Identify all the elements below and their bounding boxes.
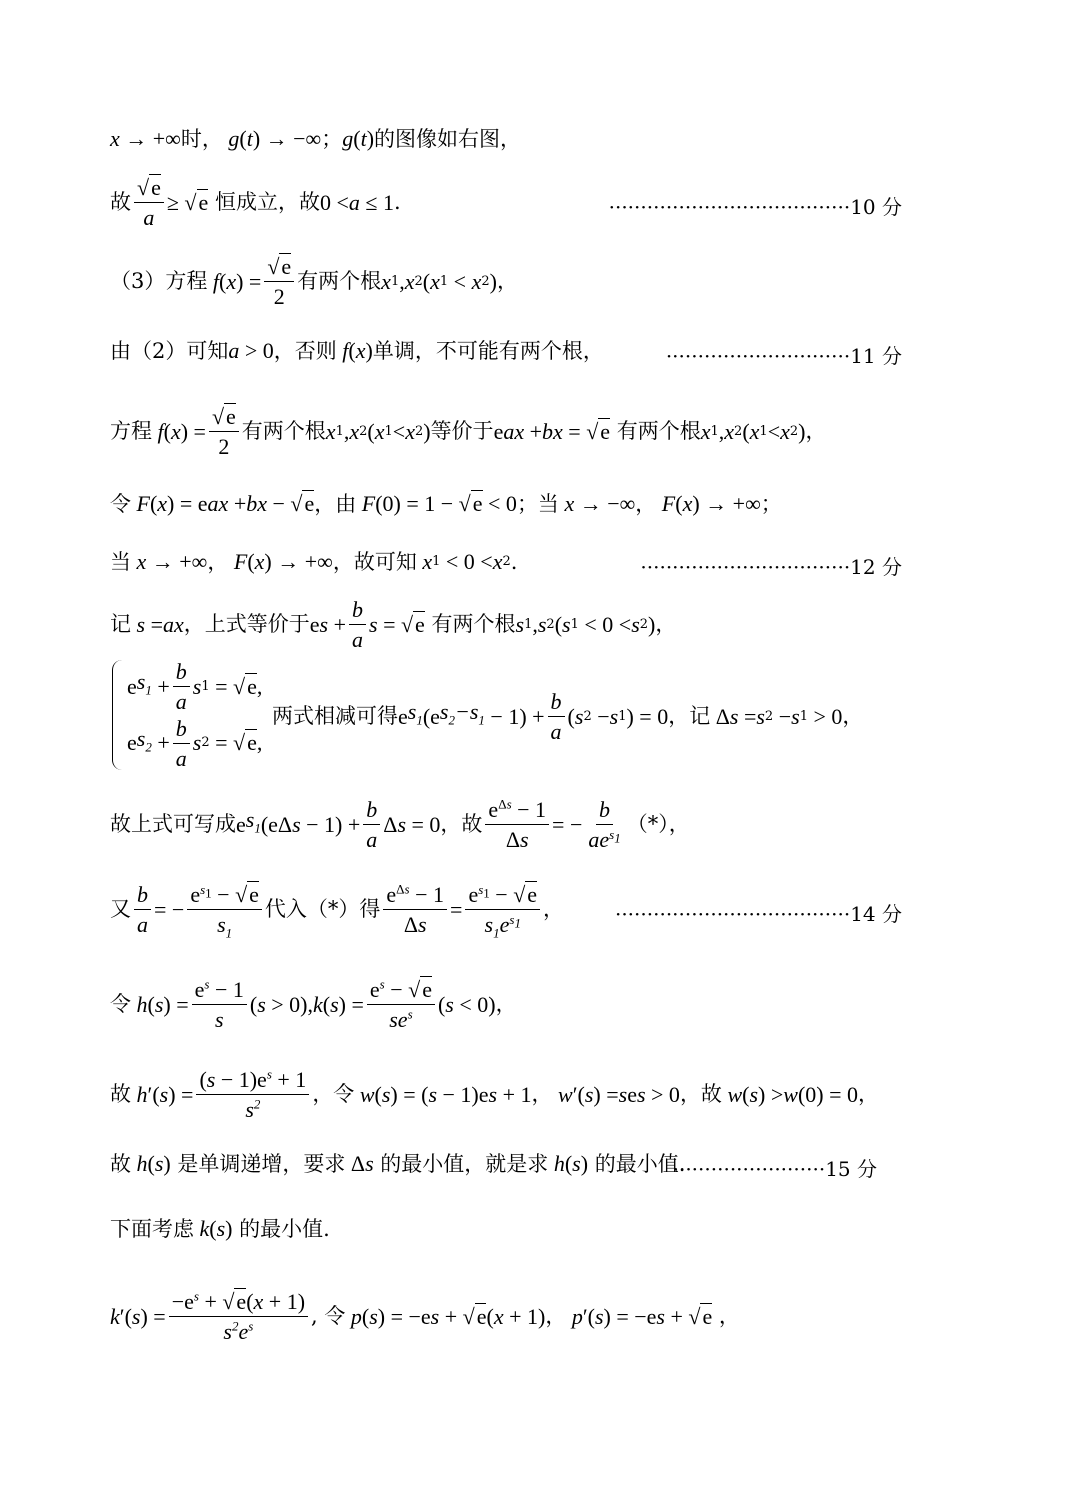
line-9: 两式相减可得 e $s_1$ (e $s_2-s_1$ − 1) + $\frac{b}{a}$ ( s 2 − s 1 ) = 0 ，记 Δ s = s 2 − s 1 > 0 ，	[272, 689, 864, 745]
line-12: 令 h ( s ) = $\frac{e^s - 1}{s}$ ( s > 0), k ( s ) = $\frac{e^s - √e}{se^s}$ ( s < 0) ，	[110, 976, 517, 1033]
score-11: ·····························11 分	[665, 344, 902, 368]
line-7: 当 x → +∞ ， F ( x ) → +∞ ，故可知 x 1 < 0 < x 2 .	[110, 549, 518, 574]
line-10: 故上式可写成 e $s_1$ (e Δs − 1) + $\frac{b}{a}$ Δ s = 0 ，故 $\frac{e^{\Delta s} - 1}{\Delta s}$ = − $\frac{b}{ae^{s_1}}$ （*），	[110, 796, 690, 853]
line-11: 又 $\frac{b}{a}$ = − $\frac{e^{s_1} - √e}{s_1}$ 代入（*）得 $\frac{e^{\Delta s} - 1}{\Delta s}$ = $\frac{e^{s_1} - √e}{s_1e^{s_1}}$ ，	[110, 881, 565, 941]
line-4: 由（2）可知 a > 0 ，否则 f ( x ) 单调，不可能有两个根，	[110, 338, 604, 363]
equation-system	[112, 660, 297, 770]
score-10: ······································10 分	[608, 195, 902, 219]
line-5: 方程 f ( x ) = $\frac{√e}{2}$ 有两个根 x 1 , x 2 ( x 1 < x 2 ) 等价于 e ax + bx = √e 有两个根 x 1 , x 2 ( x 1 < x 2 ) ，	[110, 404, 827, 460]
line-6: 令 F ( x ) = e ax + bx − √e ，由 F (0) = 1 − √e < 0 ；当 x → −∞ ， F ( x ) → +∞ ；	[110, 491, 782, 516]
line-14: 故 h ( s ) 是单调递增，要求 Δ s 的最小值，就是求 h ( s ) 的最小值.	[110, 1151, 686, 1176]
line-1: x → +∞ 时， g ( t ) → −∞ ； g ( t ) 的图像如右图，	[110, 126, 522, 151]
line-13: 故 h ′( s ) = $\frac{(s - 1)e^s + 1}{s^2}$ ，令 w ( s ) = ( s − 1)e s + 1 ， w ′( s ) = s e s > 0 ，故 w ( s ) > w (0) = 0 ，	[110, 1066, 879, 1123]
line-3: （3）方程 f ( x ) = $\frac{√e}{2}$ 有两个根 x 1 , x 2 ( x 1 < x 2 ) ，	[110, 254, 518, 310]
system-eq-2: e $s_2$ + $\frac{b}{a}$ s 2 = √e,	[127, 715, 263, 771]
score-12: ·································12 分	[640, 555, 902, 579]
score-15: ························15 分	[672, 1157, 877, 1181]
line-15: 下面考虑 k ( s ) 的最小值.	[110, 1216, 330, 1241]
line-16: k ′( s ) = $\frac{-e^s + √e(x + 1)}{s^2e^s}$ , 令 p ( s ) = −e s + √e( x + 1) ， p ′( s ) = −e s + √e ，	[110, 1288, 740, 1345]
system-eq-1: e $s_1$ + $\frac{b}{a}$ s 1 = √e,	[127, 659, 263, 715]
line-2: 故 $\frac{√e}{a}$ ≥ √e 恒成立，故 0 < a ≤ 1 .	[110, 175, 401, 231]
line-8: 记 s = ax ，上式等价于 e s + $\frac{b}{a}$ s = √e 有两个根 s 1 , s 2 ( s 1 < 0 < s 2 ) ，	[110, 597, 677, 653]
score-14: ·····································14 分	[614, 902, 902, 926]
